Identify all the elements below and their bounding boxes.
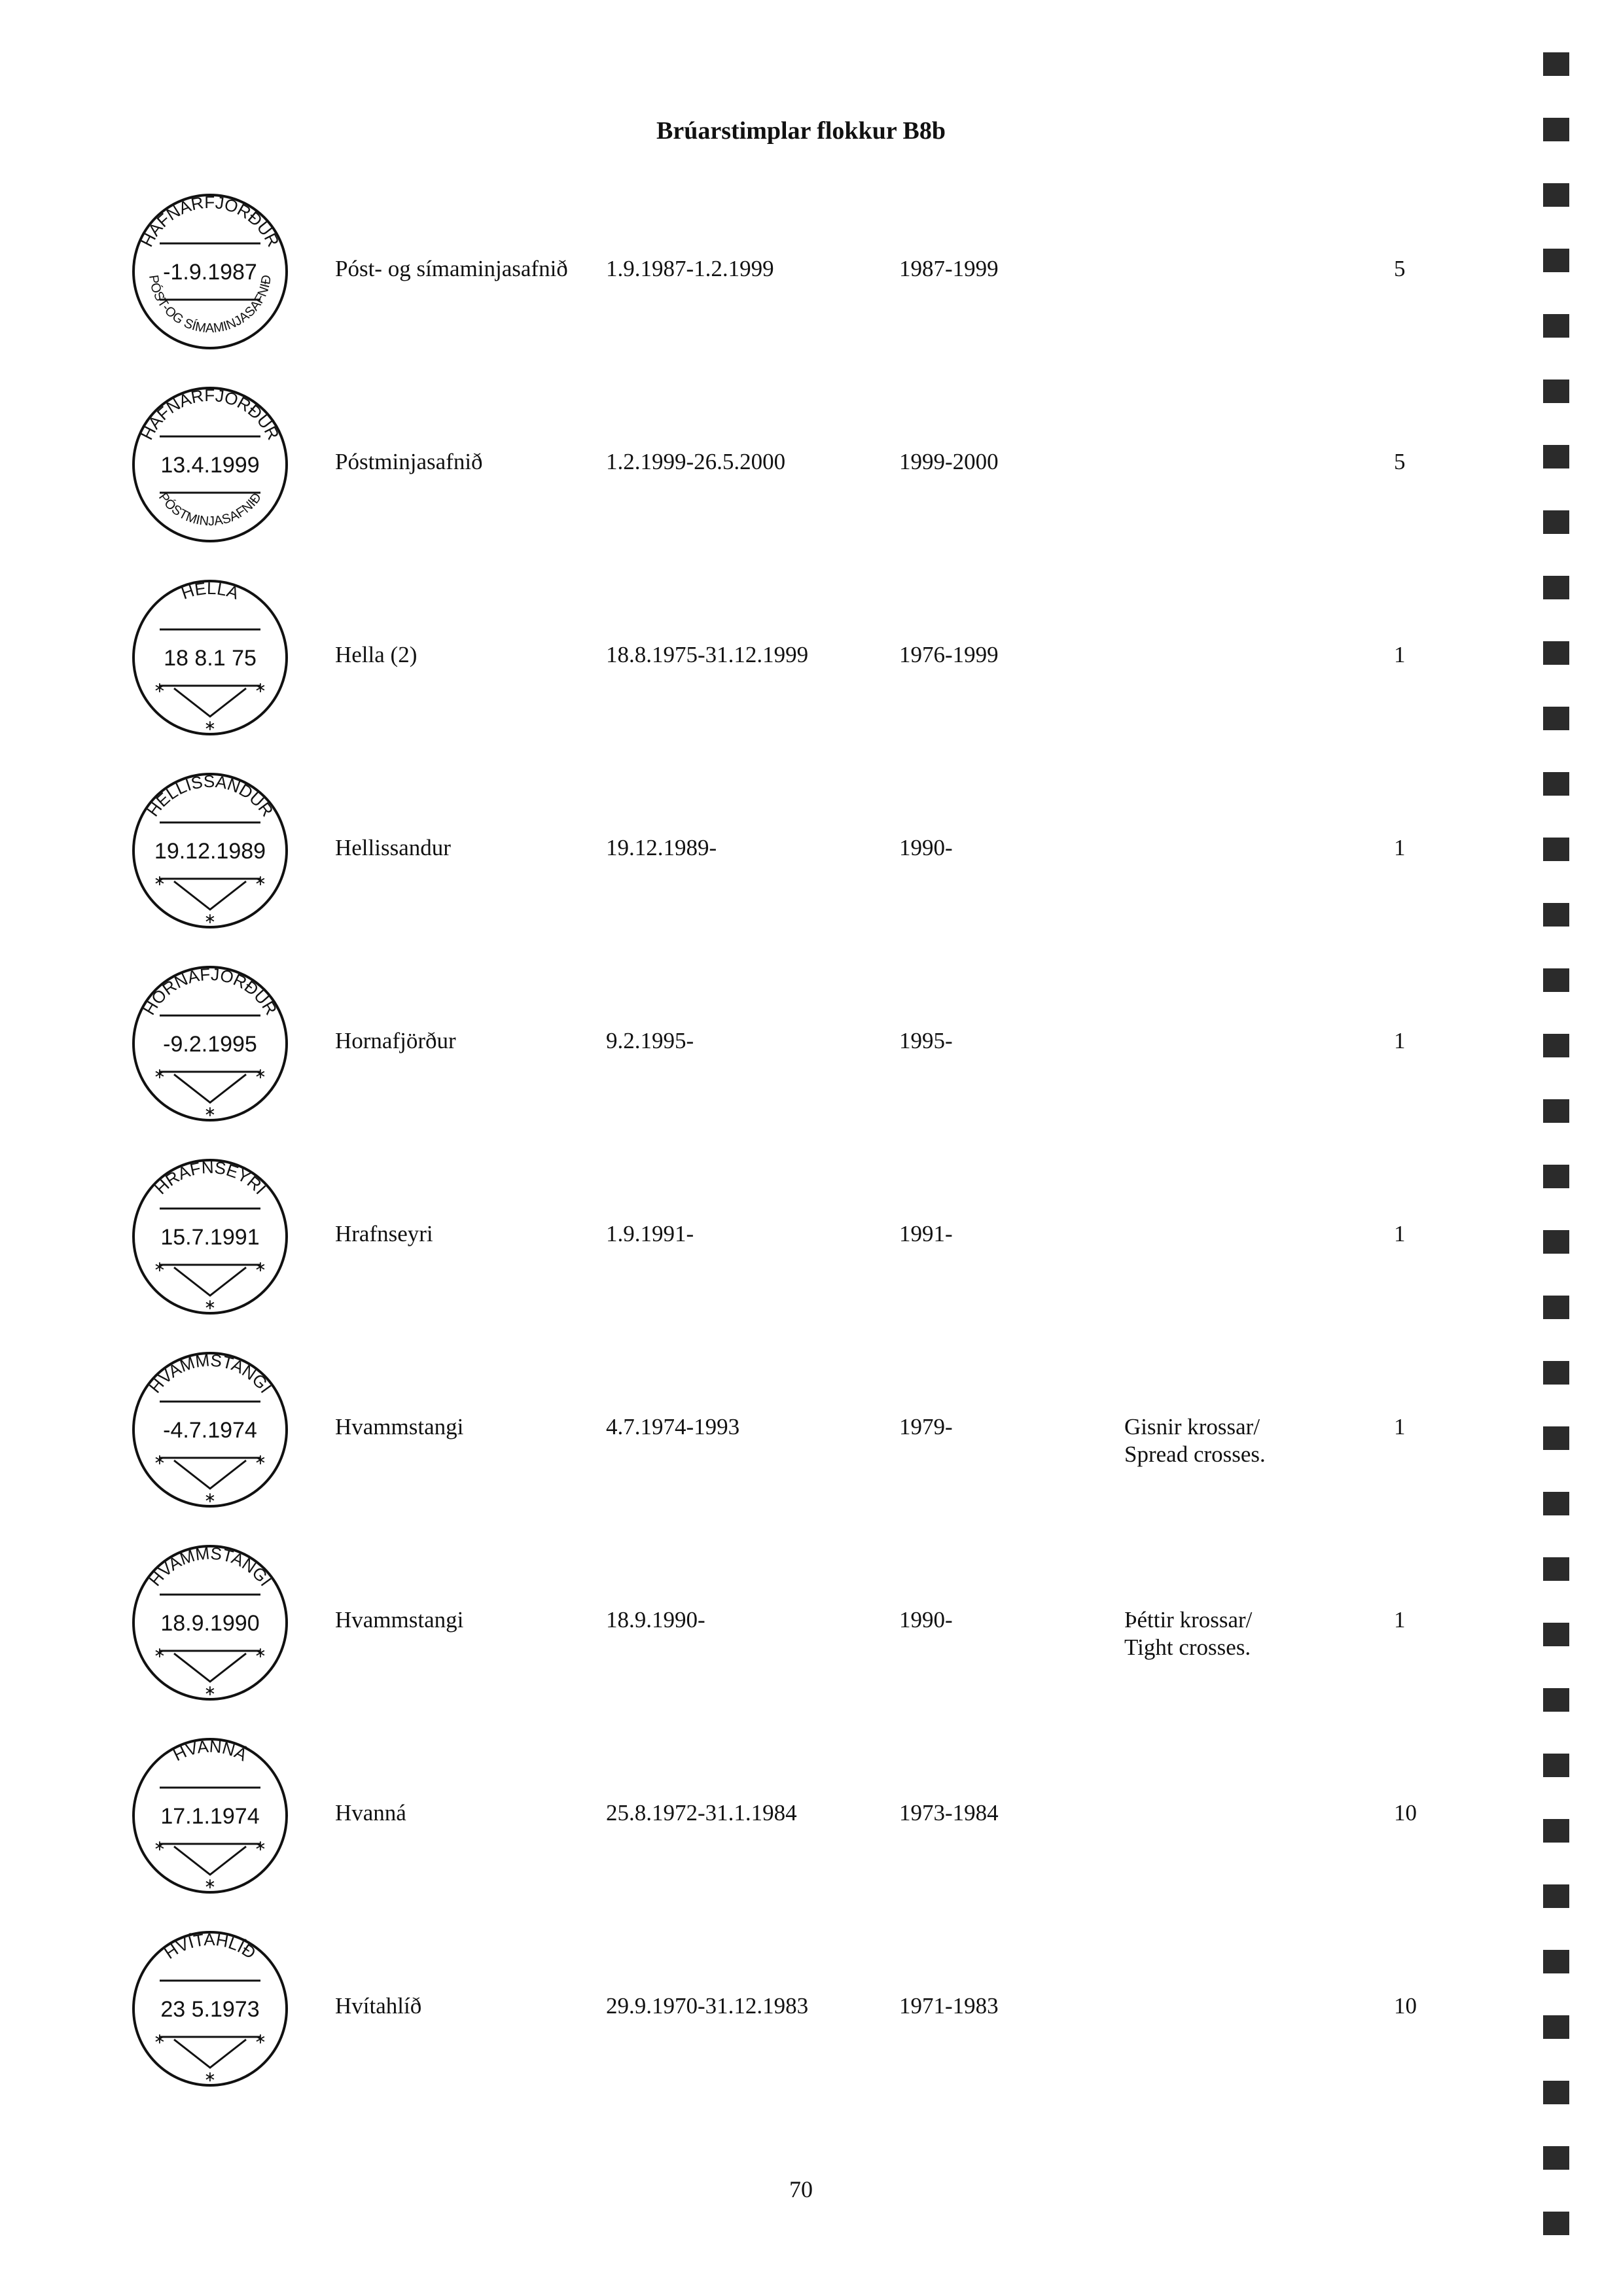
cross-icon: ∗: [204, 2069, 217, 2085]
binder-tab: [1543, 968, 1569, 992]
postmark-top-text: HRAFNSEYRI: [151, 1157, 270, 1199]
page-number: 70: [789, 2176, 813, 2202]
cross-icon: ∗: [153, 873, 166, 889]
cross-icon: ∗: [254, 2031, 267, 2047]
binder-tab: [1543, 1034, 1569, 1057]
note-line-1: Þéttir krossar/: [1124, 1607, 1253, 1633]
year-range: 1971-1983: [899, 1993, 999, 2019]
postmark-top-text: HVANNÁ: [169, 1736, 251, 1765]
year-range: 1999-2000: [899, 449, 999, 474]
cross-icon: ∗: [153, 1838, 166, 1854]
postmark-stamp-drawing: [128, 962, 292, 1125]
postmark-row: [0, 1734, 1602, 1904]
binder-tab: [1543, 380, 1569, 403]
note-line-1: Gisnir krossar/: [1124, 1414, 1260, 1439]
note-line-2: Tight crosses.: [1124, 1634, 1251, 1660]
note: [1124, 1606, 1252, 1661]
cross-icon: ∗: [254, 1645, 267, 1661]
postmark-top-text: HAFNARFJÖRÐUR: [137, 192, 283, 250]
postmark-date: 19.12.1989: [154, 839, 266, 864]
postmark-date: 17.1.1974: [160, 1804, 260, 1829]
post-office-name: Póstminjasafnið: [335, 449, 483, 474]
postmark-row: [0, 383, 1602, 553]
binder-tab: [1543, 1754, 1569, 1777]
post-office-name: Hvanná: [335, 1800, 406, 1826]
year-range: 1990-: [899, 835, 953, 860]
quantity: 1: [1394, 1028, 1406, 1053]
postmark-stamp: [128, 1927, 292, 2091]
post-office-name: Hvammstangi: [335, 1607, 464, 1633]
binder-tab: [1543, 183, 1569, 207]
binder-tab-strip: [1543, 0, 1572, 2296]
usage-dates: 9.2.1995-: [606, 1028, 694, 1053]
cross-icon: ∗: [254, 1838, 267, 1854]
postmark-top-text: HAFNARFJÖRÐUR: [137, 385, 283, 443]
binder-tab: [1543, 903, 1569, 927]
post-office-name: Hellissandur: [335, 835, 451, 860]
cross-icon: ∗: [153, 1645, 166, 1661]
postmark-bottom-text: PÓST-OG SÍMAMINJASAFNIÐ: [146, 274, 275, 336]
usage-dates: 25.8.1972-31.1.1984: [606, 1800, 797, 1826]
post-office-name: Hornafjörður: [335, 1028, 456, 1053]
quantity: 10: [1394, 1800, 1417, 1826]
postmark-stamp-drawing: [128, 769, 292, 932]
postmark-top-text: HVAMMSTANGI: [145, 1543, 276, 1590]
quantity: 10: [1394, 1993, 1417, 2019]
binder-tab: [1543, 1492, 1569, 1515]
cross-icon: ∗: [254, 1259, 267, 1275]
cross-icon: ∗: [153, 680, 166, 696]
cross-icon: ∗: [254, 1066, 267, 1082]
postmark-date: -4.7.1974: [163, 1418, 257, 1443]
postmark-top-text: HVÍTAHLÍÐ: [160, 1929, 260, 1963]
year-range: 1987-1999: [899, 256, 999, 281]
postmark-stamp-drawing: [128, 576, 292, 739]
postmark-stamp-drawing: [128, 1734, 292, 1898]
cross-icon: ∗: [204, 1683, 217, 1699]
binder-tab: [1543, 576, 1569, 599]
usage-dates: 1.9.1991-: [606, 1221, 694, 1246]
binder-tab: [1543, 1165, 1569, 1188]
binder-tab: [1543, 249, 1569, 272]
postmark-top-text: HORNAFJÖRÐUR: [139, 964, 281, 1019]
postmark-date: -1.9.1987: [163, 260, 257, 285]
year-range: 1973-1984: [899, 1800, 999, 1826]
postmark-top-text: HELLISSANDUR: [143, 771, 277, 821]
postmark-stamp: [128, 769, 292, 932]
quantity: 1: [1394, 1607, 1406, 1633]
binder-tab: [1543, 1557, 1569, 1581]
postmark-row: [0, 769, 1602, 939]
binder-tab: [1543, 445, 1569, 468]
postmark-date: 18.9.1990: [160, 1611, 260, 1636]
year-range: 1976-1999: [899, 642, 999, 667]
quantity: 1: [1394, 1221, 1406, 1246]
post-office-name: Hvítahlíð: [335, 1993, 422, 2019]
postmark-stamp: [128, 1155, 292, 1318]
postmark-stamp-drawing: [128, 383, 292, 546]
year-range: 1995-: [899, 1028, 953, 1053]
post-office-name: Póst- og símaminjasafnið: [335, 256, 568, 281]
binder-tab: [1543, 314, 1569, 338]
usage-dates: 29.9.1970-31.12.1983: [606, 1993, 809, 2019]
quantity: 1: [1394, 835, 1406, 860]
binder-tab: [1543, 1426, 1569, 1450]
cross-icon: ∗: [254, 873, 267, 889]
binder-tab: [1543, 52, 1569, 76]
cross-icon: ∗: [254, 1452, 267, 1468]
postmark-date: 23 5.1973: [160, 1997, 260, 2022]
postmark-stamp: [128, 1734, 292, 1898]
postmark-stamp: [128, 576, 292, 739]
postmark-stamp: [128, 383, 292, 546]
binder-tab: [1543, 1296, 1569, 1319]
quantity: 5: [1394, 256, 1406, 281]
cross-icon: ∗: [204, 1297, 217, 1313]
cross-icon: ∗: [153, 2031, 166, 2047]
postmark-top-text: HELLA: [179, 578, 241, 603]
binder-tab: [1543, 1099, 1569, 1123]
usage-dates: 1.2.1999-26.5.2000: [606, 449, 786, 474]
usage-dates: 18.9.1990-: [606, 1607, 705, 1633]
post-office-name: Hella (2): [335, 642, 418, 667]
note: [1124, 1413, 1266, 1468]
cross-icon: ∗: [204, 1104, 217, 1120]
year-range: 1990-: [899, 1607, 953, 1633]
quantity: 1: [1394, 642, 1406, 667]
binder-tab: [1543, 118, 1569, 141]
postmark-stamp-drawing: [128, 190, 292, 353]
binder-tab: [1543, 1361, 1569, 1385]
quantity: 1: [1394, 1414, 1406, 1439]
cross-icon: ∗: [204, 911, 217, 927]
binder-tab: [1543, 772, 1569, 796]
binder-tab: [1543, 2081, 1569, 2104]
binder-tab: [1543, 707, 1569, 730]
post-office-name: Hvammstangi: [335, 1414, 464, 1439]
postmark-row: [0, 1348, 1602, 1518]
cross-icon: ∗: [204, 718, 217, 734]
binder-tab: [1543, 2015, 1569, 2039]
usage-dates: 4.7.1974-1993: [606, 1414, 740, 1439]
post-office-name: Hrafnseyri: [335, 1221, 433, 1246]
binder-tab: [1543, 510, 1569, 534]
binder-tab: [1543, 2212, 1569, 2235]
binder-tab: [1543, 1688, 1569, 1712]
binder-tab: [1543, 1950, 1569, 1973]
binder-tab: [1543, 2146, 1569, 2170]
cross-icon: ∗: [204, 1490, 217, 1506]
note-line-2: Spread crosses.: [1124, 1441, 1266, 1467]
cross-icon: ∗: [204, 1876, 217, 1892]
postmark-stamp-drawing: [128, 1348, 292, 1511]
binder-tab: [1543, 641, 1569, 665]
postmark-date: -9.2.1995: [163, 1032, 257, 1057]
binder-tab: [1543, 1623, 1569, 1646]
cross-icon: ∗: [254, 680, 267, 696]
year-range: 1979-: [899, 1414, 953, 1439]
binder-tab: [1543, 1884, 1569, 1908]
postmark-row: [0, 1927, 1602, 2097]
year-range: 1991-: [899, 1221, 953, 1246]
binder-tab: [1543, 1819, 1569, 1843]
postmark-stamp: [128, 962, 292, 1125]
postmark-row: [0, 962, 1602, 1132]
postmark-row: [0, 190, 1602, 360]
postmark-stamp: [128, 1541, 292, 1704]
binder-tab: [1543, 838, 1569, 861]
postmark-row: [0, 1155, 1602, 1325]
postmark-date: 18 8.1 75: [164, 646, 257, 671]
postmark-row: [0, 1541, 1602, 1711]
postmark-date: 15.7.1991: [160, 1225, 260, 1250]
postmark-stamp: [128, 1348, 292, 1511]
postmark-top-text: HVAMMSTANGI: [145, 1350, 276, 1397]
cross-icon: ∗: [153, 1452, 166, 1468]
binder-tab: [1543, 1230, 1569, 1254]
postmark-stamp-drawing: [128, 1541, 292, 1704]
usage-dates: 18.8.1975-31.12.1999: [606, 642, 809, 667]
page-title: Brúarstimplar flokkur B8b: [656, 117, 946, 145]
quantity: 5: [1394, 449, 1406, 474]
postmark-row: [0, 576, 1602, 746]
cross-icon: ∗: [153, 1066, 166, 1082]
usage-dates: 1.9.1987-1.2.1999: [606, 256, 774, 281]
usage-dates: 19.12.1989-: [606, 835, 717, 860]
postmark-bottom-text: PÓSTMINJASAFNIÐ: [155, 490, 265, 529]
postmark-stamp-drawing: [128, 1155, 292, 1318]
postmark-stamp: [128, 190, 292, 353]
postmark-stamp-drawing: [128, 1927, 292, 2091]
postmark-date: 13.4.1999: [160, 453, 260, 478]
cross-icon: ∗: [153, 1259, 166, 1275]
